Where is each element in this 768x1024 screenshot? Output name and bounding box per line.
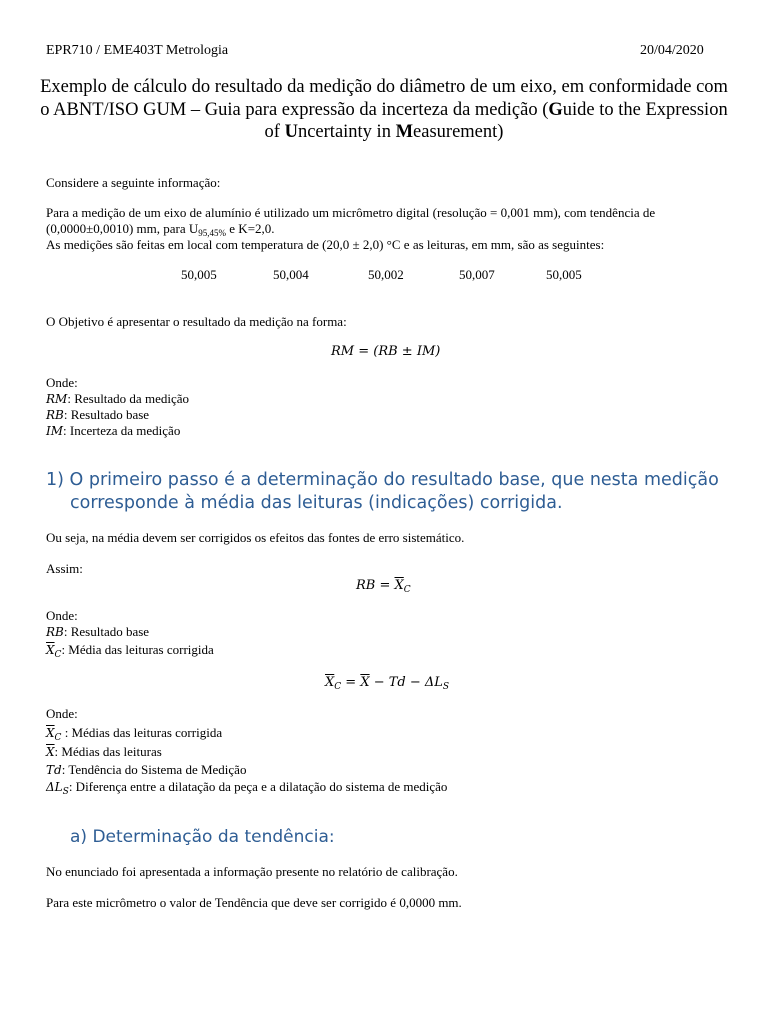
definition-xc: $\overline{X}_C$: Média das leituras corrigida	[46, 642, 214, 660]
definition-xc: $\overline{X}_C$ : Médias das leituras corrigida	[46, 725, 223, 743]
intro-line-3: As medições são feitas em local com temperatura de (20,0 ± 2,0) °C e as leituras, em mm, são as seguintes:	[46, 237, 605, 252]
rb-formula: RB = $\overline{X}_C$	[356, 578, 411, 595]
reading-value: 50,005	[546, 267, 582, 282]
section-a-heading: a) Determinação da tendência:	[70, 827, 335, 847]
course-header: EPR710 / EME403T Metrologia	[46, 43, 229, 58]
reading-value: 50,002	[368, 267, 404, 282]
xc-formula: $\overline{X}_C = \overline{X} - Td - \Delta L_S$	[325, 675, 450, 692]
reading-value: 50,005	[181, 267, 217, 282]
definition-delta-ls: $\Delta L_S$: Diferença entre a dilatação da peça e a dilatação do sistema de medição	[46, 779, 448, 797]
onde-label: Onde:	[46, 608, 78, 623]
date-header: 20/04/2020	[640, 43, 704, 58]
definition-td: Td: Tendência do Sistema de Medição	[46, 762, 247, 777]
definition-rm: RM: Resultado da medição	[46, 391, 189, 406]
section-a-paragraph-1: No enunciado foi apresentada a informação presente no relatório de calibração.	[46, 864, 458, 879]
section-a-paragraph-2: Para este micrômetro o valor de Tendência que deve ser corrigido é 0,0000 mm.	[46, 895, 462, 910]
intro-line-2: (0,0000±0,0010) mm, para $U_{95,45\%}$ e K=2,0.	[46, 221, 275, 238]
assim-label: Assim:	[46, 561, 83, 576]
intro-line-1: Para a medição de um eixo de alumínio é utilizado um micrômetro digital (resolução = 0,001 mm), com tendência de	[46, 205, 656, 220]
section-1-heading-cont: corresponde à média das leituras (indicações) corrigida.	[70, 493, 563, 513]
ouseja-text: Ou seja, na média devem ser corrigidos os efeitos das fontes de erro sistemático.	[46, 530, 465, 545]
definition-rb: RB: Resultado base	[46, 624, 150, 639]
result-formula: RM = (RB ± IM)	[331, 344, 441, 359]
section-1-heading: 1) O primeiro passo é a determinação do resultado base, que nesta medição	[46, 470, 719, 490]
onde-label: Onde:	[46, 375, 78, 390]
reading-value: 50,007	[459, 267, 495, 282]
definition-im: IM: Incerteza da medição	[46, 423, 181, 438]
reading-value: 50,004	[273, 267, 309, 282]
objective-text: O Objetivo é apresentar o resultado da medição na forma:	[46, 314, 347, 329]
document-title: Exemplo de cálculo do resultado da medição do diâmetro de um eixo, em conformidade com o ABNT/ISO GUM – Guia para expressão da incerteza da medição (Guide to the Expression of Uncertainty in Measurement)	[40, 77, 728, 142]
definition-rb: RB: Resultado base	[46, 407, 150, 422]
onde-label: Onde:	[46, 706, 78, 721]
definition-xbar: $\overline{X}$: Médias das leituras	[46, 744, 162, 759]
consider-text: Considere a seguinte informação:	[46, 175, 221, 190]
